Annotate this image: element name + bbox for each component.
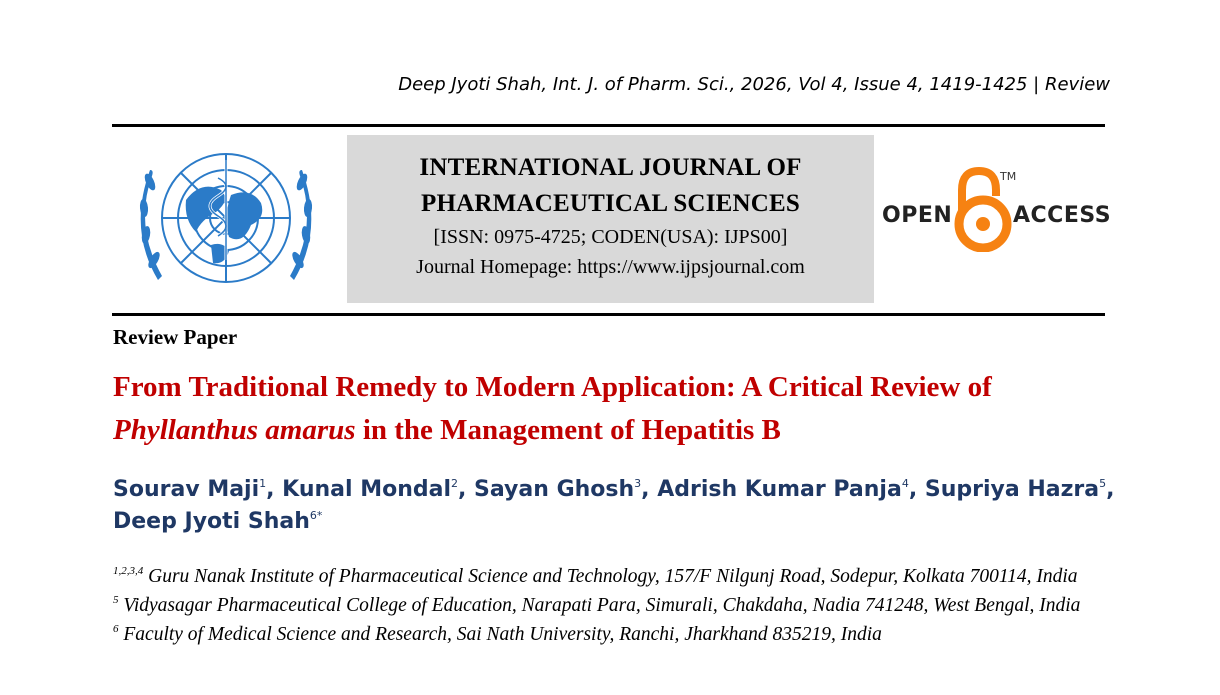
affiliation-item bbox=[113, 620, 1113, 649]
running-header-citation: Deep Jyoti Shah, Int. J. of Pharm. Sci., 2026, Vol 4, Issue 4, 1419-1425 | Review bbox=[398, 74, 1110, 95]
author-affiliation-mark: 4 bbox=[901, 477, 909, 490]
paper-type: Review Paper bbox=[113, 325, 238, 349]
author-separator: , bbox=[908, 477, 925, 502]
author-list bbox=[113, 474, 1123, 538]
journal-name-line1: INTERNATIONAL JOURNAL OF bbox=[419, 154, 802, 181]
title-part1: From Traditional Remedy to Modern Application: A Critical Review of bbox=[113, 371, 992, 403]
affiliation-text: Guru Nanak Institute of Pharmaceutical Science and Technology, 157/F Nilgunj Road, Sodepur, Kolkata 700114, India bbox=[143, 566, 1078, 587]
author-separator: , bbox=[266, 477, 283, 502]
open-access-open-text: OPEN bbox=[882, 203, 953, 228]
un-emblem-logo bbox=[126, 140, 326, 305]
author-separator: , bbox=[1106, 477, 1115, 502]
affiliation-mark: 5 bbox=[113, 594, 119, 606]
author-affiliation-mark: 1 bbox=[259, 477, 267, 490]
affiliation-mark: 6 bbox=[113, 623, 119, 635]
affiliation-item bbox=[113, 591, 1113, 620]
author-name: Supriya Hazra bbox=[924, 477, 1100, 502]
author-affiliation-mark: 3 bbox=[634, 477, 642, 490]
affiliation-item bbox=[113, 562, 1113, 591]
author-separator: , bbox=[641, 477, 658, 502]
affiliation-list bbox=[113, 562, 1113, 649]
journal-issn: [ISSN: 0975-4725; CODEN(USA): IJPS00] bbox=[433, 226, 788, 248]
trademark-text: TM bbox=[1000, 170, 1016, 183]
author-name: Deep Jyoti Shah bbox=[113, 509, 310, 534]
header-top-rule bbox=[112, 124, 1105, 127]
open-access-access-text: ACCESS bbox=[1013, 203, 1112, 228]
author-affiliation-mark: 5 bbox=[1099, 477, 1107, 490]
journal-name-line2: PHARMACEUTICAL SCIENCES bbox=[421, 190, 800, 217]
journal-homepage: Journal Homepage: https://www.ijpsjournal.com bbox=[416, 256, 805, 278]
author-affiliation-mark: 6* bbox=[309, 509, 323, 522]
affiliation-text: Vidyasagar Pharmaceutical College of Education, Narapati Para, Simurali, Chakdaha, Nadia 741248, West Bengal, India bbox=[118, 595, 1081, 616]
paper-title bbox=[113, 366, 1113, 452]
journal-masthead bbox=[347, 135, 874, 303]
affiliation-text: Faculty of Medical Science and Research, Sai Nath University, Ranchi, Jharkhand 835219, India bbox=[118, 624, 882, 645]
author-name: Kunal Mondal bbox=[282, 477, 452, 502]
author-name: Adrish Kumar Panja bbox=[657, 477, 902, 502]
header-bottom-rule bbox=[112, 313, 1105, 316]
open-lock-icon bbox=[954, 166, 1016, 252]
open-access-badge bbox=[880, 166, 1110, 254]
author-name: Sourav Maji bbox=[113, 477, 260, 502]
title-species: Phyllanthus amarus bbox=[113, 414, 356, 446]
affiliation-mark: 1,2,3,4 bbox=[113, 565, 144, 577]
author-name: Sayan Ghosh bbox=[474, 477, 635, 502]
title-part2: in the Management of Hepatitis B bbox=[355, 414, 781, 446]
author-affiliation-mark: 2 bbox=[451, 477, 459, 490]
author-separator: , bbox=[458, 477, 475, 502]
